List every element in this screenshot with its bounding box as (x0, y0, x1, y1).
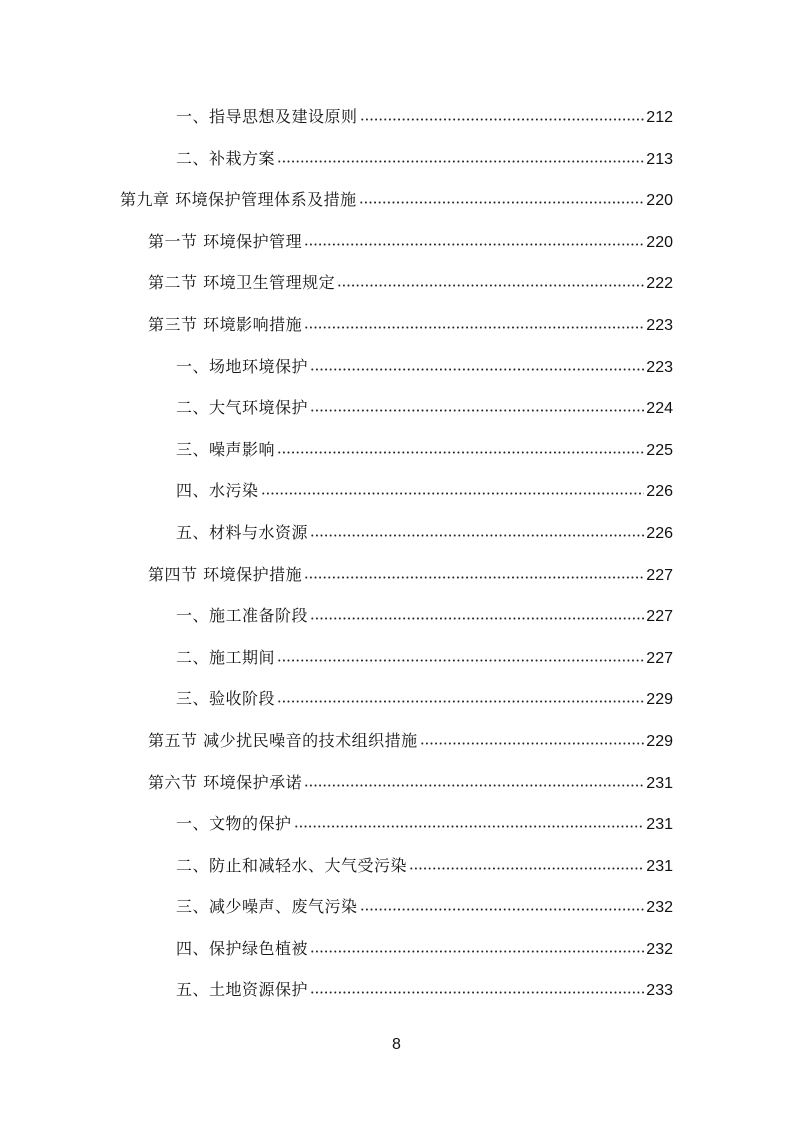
dot-leader (310, 950, 644, 953)
toc-entry-page: 227 (646, 566, 673, 584)
toc-entry-title: 第六节 环境保护承诺 (148, 772, 303, 792)
toc-entry-title: 一、指导思想及建设原则 (176, 107, 358, 126)
toc-entry[interactable] (0, 554, 793, 596)
toc-entry[interactable] (0, 179, 793, 221)
toc-entry-page: 223 (646, 358, 673, 376)
toc-entry-page: 227 (646, 608, 673, 626)
toc-entry-title: 二、大气环境保护 (176, 398, 309, 418)
toc-entry[interactable] (0, 96, 793, 138)
dot-leader (277, 700, 644, 703)
toc-entry-page: 226 (646, 524, 673, 542)
toc-entry[interactable] (0, 762, 793, 804)
toc-entry[interactable] (0, 803, 793, 845)
toc-entry-page: 229 (646, 732, 673, 750)
toc-entry-page: 212 (646, 109, 673, 126)
dot-leader (277, 160, 644, 163)
toc-entry-page: 233 (646, 982, 673, 1000)
toc-entry-page: 231 (646, 857, 673, 875)
dot-leader (277, 659, 644, 662)
toc-entry[interactable] (0, 262, 793, 304)
toc-entry[interactable] (0, 429, 793, 471)
dot-leader (294, 825, 645, 828)
toc-entry[interactable] (0, 595, 793, 637)
dot-leader (310, 368, 644, 371)
toc-entry[interactable] (0, 387, 793, 429)
toc-entry-page: 223 (646, 316, 673, 334)
dot-leader (304, 326, 644, 329)
toc-entry-title: 二、施工期间 (176, 647, 276, 667)
dot-leader (420, 742, 645, 745)
dot-leader (310, 409, 644, 412)
toc-entry-page: 232 (646, 899, 673, 917)
toc-entry-page: 229 (646, 691, 673, 709)
toc-entry-page: 224 (646, 400, 673, 418)
toc-entry[interactable] (0, 886, 793, 928)
dot-leader (304, 784, 644, 787)
table-of-contents (0, 96, 793, 1011)
toc-entry-title: 第二节 环境卫生管理规定 (148, 273, 336, 293)
toc-entry-page: 231 (646, 774, 673, 792)
dot-leader (310, 617, 644, 620)
toc-entry[interactable] (0, 969, 793, 1011)
dot-leader (337, 284, 644, 287)
toc-entry-title: 三、验收阶段 (176, 689, 276, 709)
toc-entry-page: 213 (646, 150, 673, 168)
toc-entry-page: 220 (646, 233, 673, 251)
toc-entry-page: 225 (646, 441, 673, 459)
page-number: 8 (392, 1036, 401, 1053)
toc-entry-title: 第九章 环境保护管理体系及措施 (120, 190, 357, 210)
dot-leader (360, 908, 645, 911)
toc-entry[interactable] (0, 221, 793, 263)
toc-entry-page: 222 (646, 275, 673, 293)
toc-entry-page: 232 (646, 940, 673, 958)
toc-entry-title: 二、防止和减轻水、大气受污染 (176, 855, 408, 875)
toc-entry-title: 四、保护绿色植被 (176, 938, 309, 958)
dot-leader (261, 492, 645, 495)
toc-entry[interactable] (0, 720, 793, 762)
toc-entry-title: 一、文物的保护 (176, 814, 292, 834)
toc-entry[interactable] (0, 346, 793, 388)
toc-entry-title: 二、补栽方案 (176, 148, 276, 168)
toc-entry-page: 227 (646, 649, 673, 667)
dot-leader (359, 201, 645, 204)
dot-leader (310, 534, 644, 537)
toc-entry-title: 五、土地资源保护 (176, 980, 309, 1000)
dot-leader (409, 867, 644, 870)
toc-entry[interactable] (0, 304, 793, 346)
toc-entry-title: 第一节 环境保护管理 (148, 231, 303, 251)
dot-leader (304, 243, 644, 246)
toc-entry-page: 226 (646, 483, 673, 501)
toc-entry[interactable] (0, 845, 793, 887)
toc-entry-title: 第五节 减少扰民噪音的技术组织措施 (148, 730, 418, 750)
toc-entry-page: 231 (646, 816, 673, 834)
dot-leader (304, 576, 644, 579)
toc-entry[interactable] (0, 470, 793, 512)
toc-entry[interactable] (0, 512, 793, 554)
toc-entry-title: 一、场地环境保护 (176, 356, 309, 376)
dot-leader (277, 451, 644, 454)
toc-entry-title: 五、材料与水资源 (176, 522, 309, 542)
dot-leader (310, 991, 644, 994)
toc-entry-title: 第三节 环境影响措施 (148, 314, 303, 334)
toc-entry[interactable] (0, 678, 793, 720)
toc-entry-title: 三、减少噪声、废气污染 (176, 897, 358, 917)
toc-entry-page: 220 (646, 192, 673, 210)
toc-entry-title: 一、施工准备阶段 (176, 606, 309, 626)
toc-entry[interactable] (0, 928, 793, 970)
toc-entry[interactable] (0, 637, 793, 679)
toc-entry-title: 第四节 环境保护措施 (148, 564, 303, 584)
toc-entry-title: 四、水污染 (176, 481, 259, 501)
toc-entry-title: 三、噪声影响 (176, 439, 276, 459)
toc-entry[interactable] (0, 138, 793, 180)
dot-leader (360, 118, 645, 121)
